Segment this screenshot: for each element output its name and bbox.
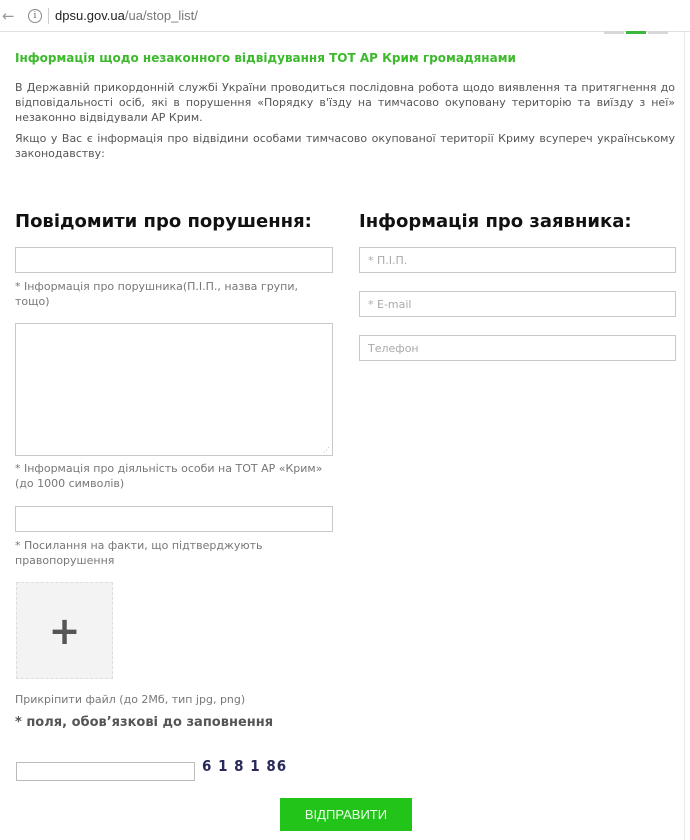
activity-hint: * Інформація про діяльність особи на ТОТ АР «Крим» (до 1000 символів)	[15, 462, 323, 490]
info-icon[interactable]: i	[28, 9, 42, 23]
file-upload-button[interactable]	[16, 582, 113, 679]
tab-indicator-active[interactable]	[626, 31, 646, 34]
separator	[48, 8, 49, 24]
applicant-name-input[interactable]: * П.І.П.	[359, 247, 676, 273]
violator-input[interactable]	[15, 247, 333, 273]
captcha-input[interactable]	[16, 762, 195, 781]
applicant-email-input[interactable]: * E-mail	[359, 291, 676, 317]
applicant-phone-input[interactable]: Телефон	[359, 335, 676, 361]
url-path: /ua/stop_list/	[124, 8, 198, 23]
plus-icon: +	[48, 608, 81, 653]
applicant-heading: Інформація про заявника:	[359, 211, 632, 232]
resize-grip-icon[interactable]: ⋰	[323, 446, 330, 454]
activity-textarea[interactable]	[15, 323, 333, 456]
links-hint: * Посилання на факти, що підтверджують правопорушення	[15, 539, 263, 567]
page-title: Інформація щодо незаконного відвідування ТОТ АР Крим громадянами	[15, 51, 516, 65]
prompt-paragraph: Якщо у Вас є інформація про відвідини особами тимчасово окупованої території Криму всупереч українському законодавству:	[15, 132, 675, 160]
required-note: * поля, обов’язкові до заповнення	[15, 715, 274, 730]
captcha-image: 6 1 8 1 86	[202, 757, 288, 775]
submit-button[interactable]: ВІДПРАВИТИ	[280, 798, 412, 831]
back-arrow-icon[interactable]: ←	[2, 6, 15, 25]
intro-paragraph: В Державній прикордонній службі України проводиться послідовна робота щодо виявлення та притягнення до відповідальності осіб, які в порушення «Порядку в'їзду на тимчасово окуповану територію та виїзду з неї» незаконно відвідували АР Крим.	[15, 81, 675, 124]
attach-label: Прикріпити файл (до 2Мб, тип jpg, png)	[15, 693, 246, 706]
page-tab-indicators	[604, 31, 668, 34]
browser-address-bar	[0, 0, 690, 32]
violation-heading: Повідомити про порушення:	[15, 211, 312, 232]
url-domain: dpsu.gov.ua	[55, 8, 125, 23]
scrollbar-track[interactable]	[684, 32, 685, 840]
links-input[interactable]	[15, 506, 333, 532]
violator-hint: * Інформація про порушника(П.І.П., назва групи, тощо)	[15, 280, 299, 308]
tab-indicator[interactable]	[604, 31, 624, 34]
url-field[interactable]	[55, 8, 198, 23]
tab-indicator[interactable]	[648, 31, 668, 34]
